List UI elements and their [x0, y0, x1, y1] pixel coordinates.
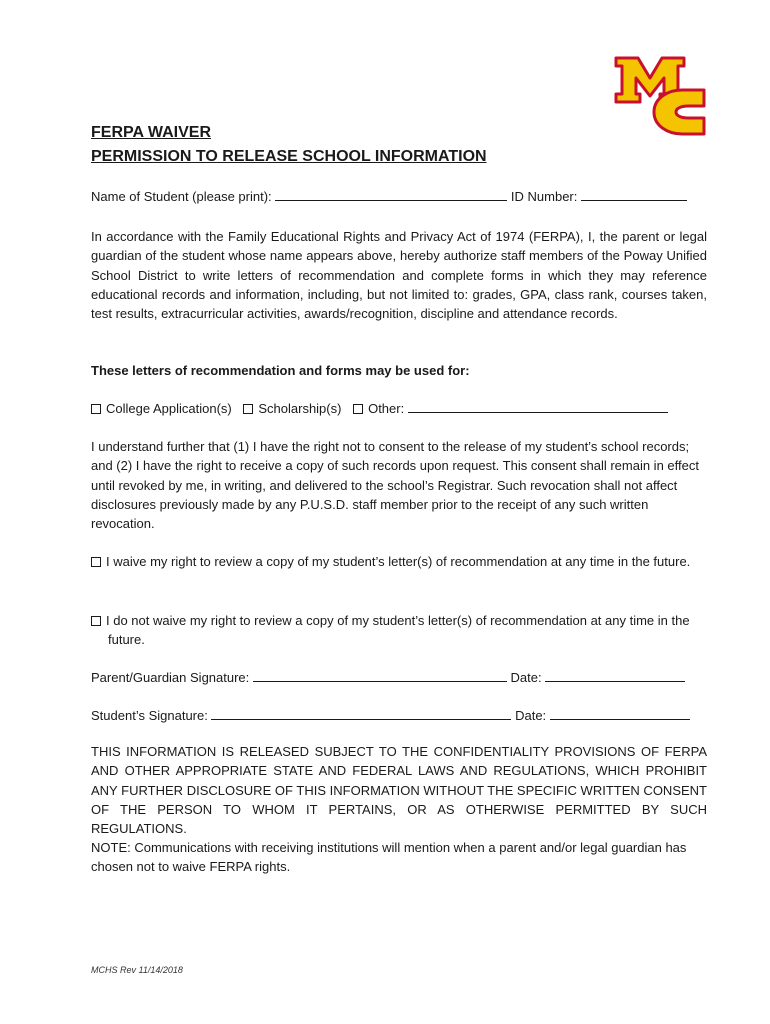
not-waive-option-row [91, 611, 707, 650]
waive-label: I waive my right to review a copy of my student’s letter(s) of recommendation at any time in the future. [106, 554, 691, 569]
scholarship-checkbox[interactable] [243, 404, 253, 414]
parent-signature-label: Parent/Guardian Signature: [91, 670, 250, 685]
scholarship-label: Scholarship(s) [258, 401, 342, 416]
student-date-label: Date: [515, 708, 547, 723]
id-number-field[interactable] [581, 188, 687, 201]
uses-heading: These letters of recommendation and forms may be used for: [91, 363, 470, 378]
intro-paragraph: In accordance with the Family Educational Rights and Privacy Act of 1974 (FERPA), I, the parent or legal guardian of the student whose name appears above, hereby authorize staff members of the Poway Unified School District to write letters of recommendation and complete forms in which they may reference educational records and information, including, but not limited to: grades, GPA, class rank, courses taken, test results, extracurricular activities, awards/recognition, discipline and attendance records. [91, 229, 707, 322]
id-number-label: ID Number: [510, 189, 578, 204]
understand-paragraph: I understand further that (1) I have the right not to consent to the release of my student’s school records; and (2) I have the right to receive a copy of such records upon request. This consent shall remain in effect until revoked by me, in writing, and delivered to the school’s Registrar. Such revocation shall not affect disclosures previously made by any P.U.S.D. staff member prior to the receipt of any such written revocation. [91, 439, 699, 532]
parent-signature-field[interactable] [253, 669, 507, 682]
logo-letter-c [654, 90, 704, 134]
student-info-row [91, 187, 709, 206]
student-signature-label: Student’s Signature: [91, 708, 208, 723]
school-logo [612, 52, 708, 138]
parent-date-field[interactable] [545, 669, 685, 682]
other-checkbox[interactable] [353, 404, 363, 414]
note-paragraph: NOTE: Communications with receiving institutions will mention when a parent and/or legal guardian has chosen not to waive FERPA rights. [91, 840, 687, 875]
college-label: College Application(s) [106, 401, 232, 416]
waive-option-row [91, 552, 707, 571]
parent-signature-row [91, 668, 709, 687]
student-name-field[interactable] [275, 188, 507, 201]
student-date-field[interactable] [550, 707, 690, 720]
not-waive-checkbox[interactable] [91, 616, 101, 626]
form-title: FERPA WAIVER [91, 124, 212, 141]
other-label: Other: [368, 401, 405, 416]
revision-footer: MCHS Rev 11/14/2018 [91, 965, 183, 975]
student-signature-row [91, 706, 709, 725]
uses-options-row [91, 399, 709, 418]
college-checkbox[interactable] [91, 404, 101, 414]
confidentiality-paragraph: THIS INFORMATION IS RELEASED SUBJECT TO THE CONFIDENTIALITY PROVISIONS OF FERPA AND OTHER APPROPRIATE STATE AND FEDERAL LAWS AND REGULATIONS, WHICH PROHIBIT ANY FURTHER DISCLOSURE OF THIS INFORMATION WITHOUT THE SPECIFIC WRITTEN CONSENT OF THE PERSON TO WHOM IT PERTAINS, OR AS OTHERWISE PERMITTED BY SUCH REGULATIONS. [91, 744, 707, 837]
student-signature-field[interactable] [211, 707, 511, 720]
other-field[interactable] [408, 400, 668, 413]
waive-checkbox[interactable] [91, 557, 101, 567]
student-name-label: Name of Student (please print): [91, 189, 272, 204]
form-subtitle: PERMISSION TO RELEASE SCHOOL INFORMATION [91, 148, 487, 165]
parent-date-label: Date: [510, 670, 542, 685]
not-waive-label: I do not waive my right to review a copy of my student’s letter(s) of recommendation at any time in the future. [106, 613, 690, 648]
